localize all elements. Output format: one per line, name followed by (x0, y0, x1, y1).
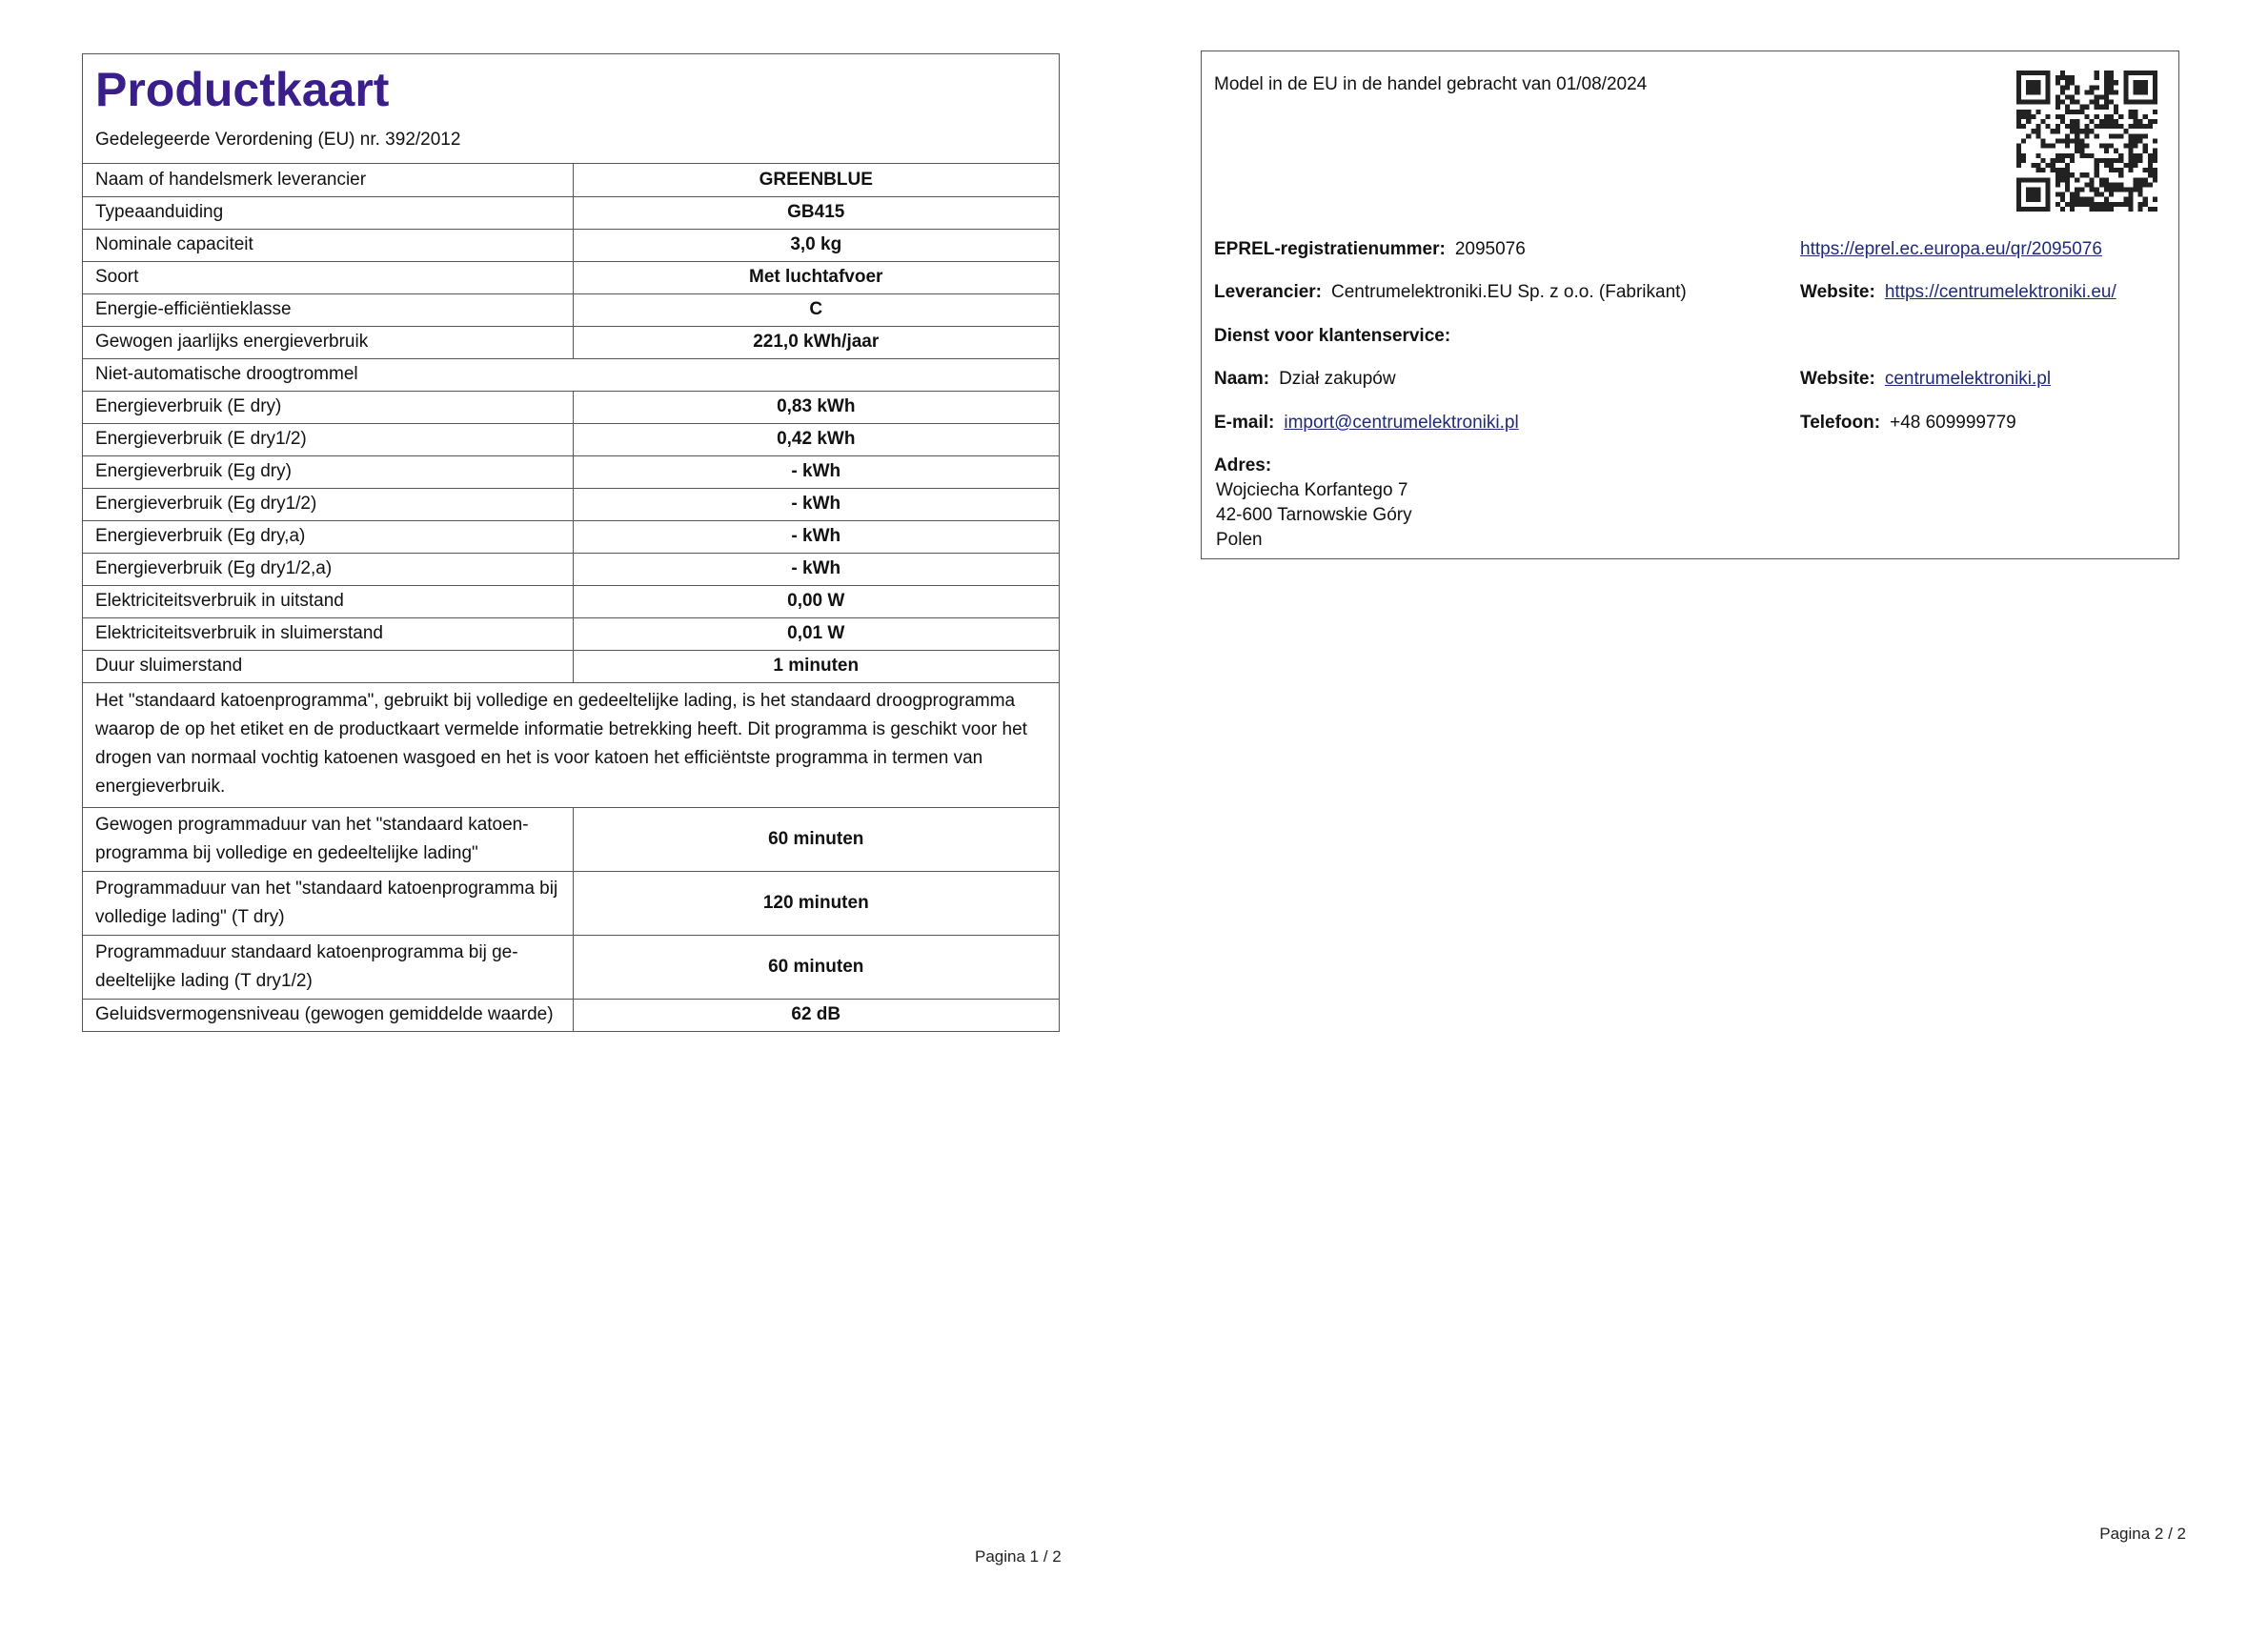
address-label: Adres: (1214, 455, 1272, 475)
row-label: Energieverbruik (Eg dry) (83, 455, 573, 488)
service-heading-label: Dienst voor klantenservice: (1214, 326, 1451, 346)
program-note: Het "standaard katoenprogramma", gebruikt bij volledige en gedeeltelijke lading, is het standaard droogprogramma waarop de op het etiket en de productkaart vermelde informatie betrekking heeft. Dit programma is geschikt voor het drogen van normaal vochtig katoenen wasgoed en het is voor katoen het efficiëntste programma in termen van energieverbruik. (83, 682, 1059, 807)
row-value: 0,42 kWh (573, 423, 1059, 455)
section-label: Niet-automatische droogtrommel (83, 358, 1059, 391)
email-label: E-mail: (1214, 413, 1275, 433)
table-row (83, 935, 1059, 999)
row-value: 0,00 W (573, 585, 1059, 617)
email-line (1214, 411, 1519, 435)
row-value: - kWh (573, 553, 1059, 585)
table-row (83, 650, 1059, 682)
supplier-name: Centrumelektroniki.EU Sp. z o.o. (Fabrikant) (1331, 282, 1687, 302)
eprel-label: EPREL-registratienummer: (1214, 239, 1446, 259)
phone-line (1800, 411, 2016, 435)
row-value: 62 dB (573, 999, 1059, 1031)
address-line: 42-600 Tarnowskie Góry (1216, 505, 1412, 525)
address-line: Polen (1216, 530, 1263, 550)
row-label: Energieverbruik (Eg dry1/2,a) (83, 553, 573, 585)
row-label: Typeaanduiding (83, 196, 573, 229)
table-row (83, 229, 1059, 261)
table-row (83, 423, 1059, 455)
row-label: Energieverbruik (Eg dry,a) (83, 520, 573, 553)
row-label: Programmaduur van het "standaard katoenprogramma bij volledige lading" (T dry) (83, 871, 573, 935)
name-label: Naam: (1214, 369, 1270, 389)
regulation-subtitle: Gedelegeerde Verordening (EU) nr. 392/2012 (95, 130, 461, 150)
service-name: Dział zakupów (1279, 369, 1396, 389)
website-label: Website: (1800, 282, 1875, 302)
row-value: Met luchtafvoer (573, 261, 1059, 293)
row-label: Elektriciteitsverbruik in sluimerstand (83, 617, 573, 650)
row-label: Gewogen programmaduur van het "standaard katoen-programma bij volledige en gedeeltelijke lading" (83, 807, 573, 871)
table-row (83, 617, 1059, 650)
row-value: 60 minuten (573, 807, 1059, 871)
table-row (83, 391, 1059, 423)
table-row (83, 807, 1059, 871)
email-link[interactable]: import@centrumelektroniki.pl (1284, 413, 1519, 433)
page-number: Pagina 2 / 2 (2099, 1525, 2186, 1543)
table-row (83, 999, 1059, 1031)
table-row (83, 164, 1059, 196)
table-row (83, 871, 1059, 935)
row-label: Geluidsvermogensniveau (gewogen gemiddelde waarde) (83, 999, 573, 1031)
market-date: Model in de EU in de handel gebracht van 01/08/2024 (1214, 74, 1648, 94)
row-label: Energie-efficiëntieklasse (83, 293, 573, 326)
row-value: 1 minuten (573, 650, 1059, 682)
address-line: Wojciecha Korfantego 7 (1216, 480, 1408, 500)
table-row (83, 293, 1059, 326)
row-value: 3,0 kg (573, 229, 1059, 261)
row-label: Soort (83, 261, 573, 293)
row-value: 120 minuten (573, 871, 1059, 935)
row-label: Energieverbruik (E dry) (83, 391, 573, 423)
row-label: Energieverbruik (Eg dry1/2) (83, 488, 573, 520)
page-number: Pagina 1 / 2 (975, 1547, 1062, 1566)
row-value: 0,01 W (573, 617, 1059, 650)
table-row (83, 520, 1059, 553)
row-value: GREENBLUE (759, 169, 873, 190)
supplier-label: Leverancier: (1214, 282, 1323, 302)
supplier-info-box (1201, 51, 2179, 559)
table-row (83, 488, 1059, 520)
row-label: Programmaduur standaard katoenprogramma bij ge-deeltelijke lading (T dry1/2) (83, 935, 573, 999)
product-sheet (82, 53, 1060, 1032)
table-row (83, 261, 1059, 293)
website-link[interactable]: https://centrumelektroniki.eu/ (1884, 282, 2116, 302)
page-2 (1134, 0, 2268, 1637)
eprel-link-line (1800, 237, 2102, 262)
row-value: - kWh (573, 455, 1059, 488)
page-title: Productkaart (95, 63, 390, 116)
spec-table (83, 164, 1059, 1031)
table-row (83, 585, 1059, 617)
service-website-line (1800, 367, 2051, 392)
table-row (83, 553, 1059, 585)
row-value: - kWh (573, 488, 1059, 520)
row-value: 0,83 kWh (573, 391, 1059, 423)
address-block (1214, 454, 1412, 553)
note-row (83, 682, 1059, 807)
row-label: Naam of handelsmerk leverancier (83, 164, 573, 196)
eprel-number: 2095076 (1454, 239, 1526, 259)
supplier-line (1214, 280, 1687, 305)
row-value: - kWh (573, 520, 1059, 553)
section-row (83, 358, 1059, 391)
phone-label: Telefoon: (1800, 413, 1881, 433)
phone-number: +48 609999779 (1890, 413, 2016, 433)
sheet-header (83, 54, 1059, 164)
row-label: Energieverbruik (E dry1/2) (83, 423, 573, 455)
row-label: Elektriciteitsverbruik in uitstand (83, 585, 573, 617)
table-row (83, 455, 1059, 488)
table-row (83, 196, 1059, 229)
row-value: C (573, 293, 1059, 326)
service-name-line (1214, 367, 1396, 392)
eprel-link[interactable]: https://eprel.ec.europa.eu/qr/2095076 (1800, 239, 2102, 259)
table-row (83, 326, 1059, 358)
row-label: Duur sluimerstand (83, 650, 573, 682)
eprel-line (1214, 237, 1526, 262)
website-line (1800, 280, 2116, 305)
row-value: 221,0 kWh/jaar (573, 326, 1059, 358)
row-value: GB415 (573, 196, 1059, 229)
service-website-link[interactable]: centrumelektroniki.pl (1884, 369, 2052, 389)
service-website-label: Website: (1800, 369, 1875, 389)
service-heading (1214, 324, 1460, 349)
row-label: Gewogen jaarlijks energieverbruik (83, 326, 573, 358)
qr-code-icon[interactable] (2016, 71, 2157, 212)
row-label: Nominale capaciteit (83, 229, 573, 261)
row-value: 60 minuten (573, 935, 1059, 999)
